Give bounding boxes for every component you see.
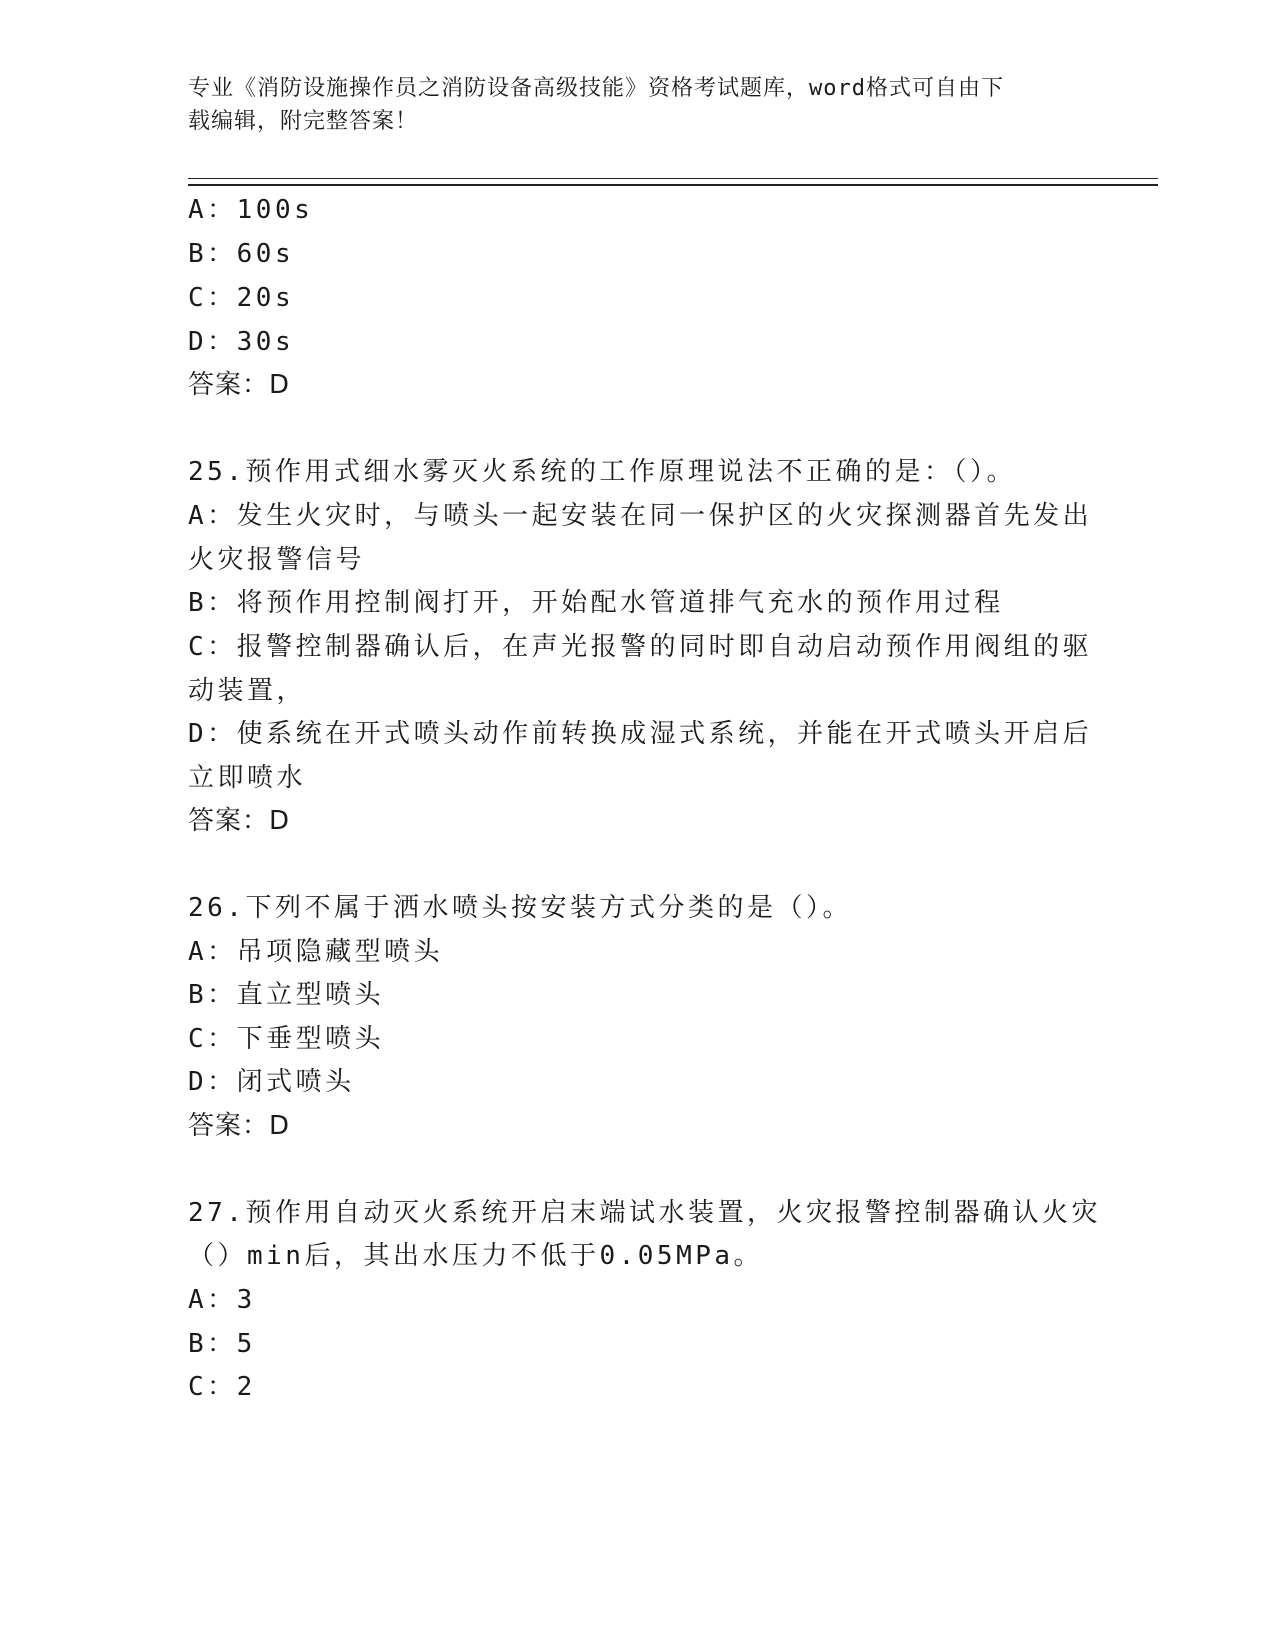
question-25-option-a-line1: A：发生火灾时，与喷头一起安装在同一保护区的火灾探测器首先发出	[188, 501, 1093, 531]
question-25-option-c-line2: 动装置，	[188, 676, 307, 706]
question-25-option-d-line1: D：使系统在开式喷头动作前转换成湿式系统，并能在开式喷头开启后	[188, 719, 1093, 749]
question-27-option-c: C：2	[188, 1372, 256, 1402]
header-line-2: 载编辑，附完整答案！	[188, 109, 419, 134]
answer-line: 答案：D	[188, 370, 291, 400]
option-b: B：60s	[188, 239, 295, 269]
question-26-option-d: D：闭式喷头	[188, 1067, 355, 1097]
question-26-stem: 26.下列不属于洒水喷头按安装方式分类的是（）。	[188, 893, 852, 923]
document-header	[188, 72, 1068, 138]
question-27-option-b: B：5	[188, 1329, 256, 1359]
question-27-stem-line1: 27.预作用自动灭火系统开启末端试水装置，火灾报警控制器确认火灾	[188, 1198, 1101, 1228]
option-a: A：100s	[188, 195, 314, 225]
option-c: C：20s	[188, 283, 295, 313]
question-25-option-a-line2: 火灾报警信号	[188, 545, 366, 575]
question-25-option-c-line1: C：报警控制器确认后，在声光报警的同时即自动启动预作用阀组的驱	[188, 632, 1093, 662]
question-25-stem: 25.预作用式细水雾灭火系统的工作原理说法不正确的是：（）。	[188, 457, 1016, 487]
option-d: D：30s	[188, 327, 295, 357]
question-26-option-c: C：下垂型喷头	[188, 1024, 385, 1054]
question-27-option-a: A：3	[188, 1285, 256, 1315]
question-25-option-d-line2: 立即喷水	[188, 763, 307, 793]
question-27-stem-line2: （）min后，其出水压力不低于0.05MPa。	[188, 1241, 764, 1271]
question-25-answer: 答案：D	[188, 806, 291, 836]
question-25-option-b: B：将预作用控制阀打开，开始配水管道排气充水的预作用过程	[188, 588, 1004, 618]
question-26-option-a: A：吊项隐藏型喷头	[188, 937, 444, 967]
question-26-answer: 答案：D	[188, 1111, 291, 1141]
header-divider-thick	[188, 184, 1158, 186]
header-divider-thin	[188, 178, 1158, 179]
question-26-option-b: B：直立型喷头	[188, 980, 385, 1010]
header-line-1: 专业《消防设施操作员之消防设备高级技能》资格考试题库，word格式可自由下	[188, 76, 1004, 101]
